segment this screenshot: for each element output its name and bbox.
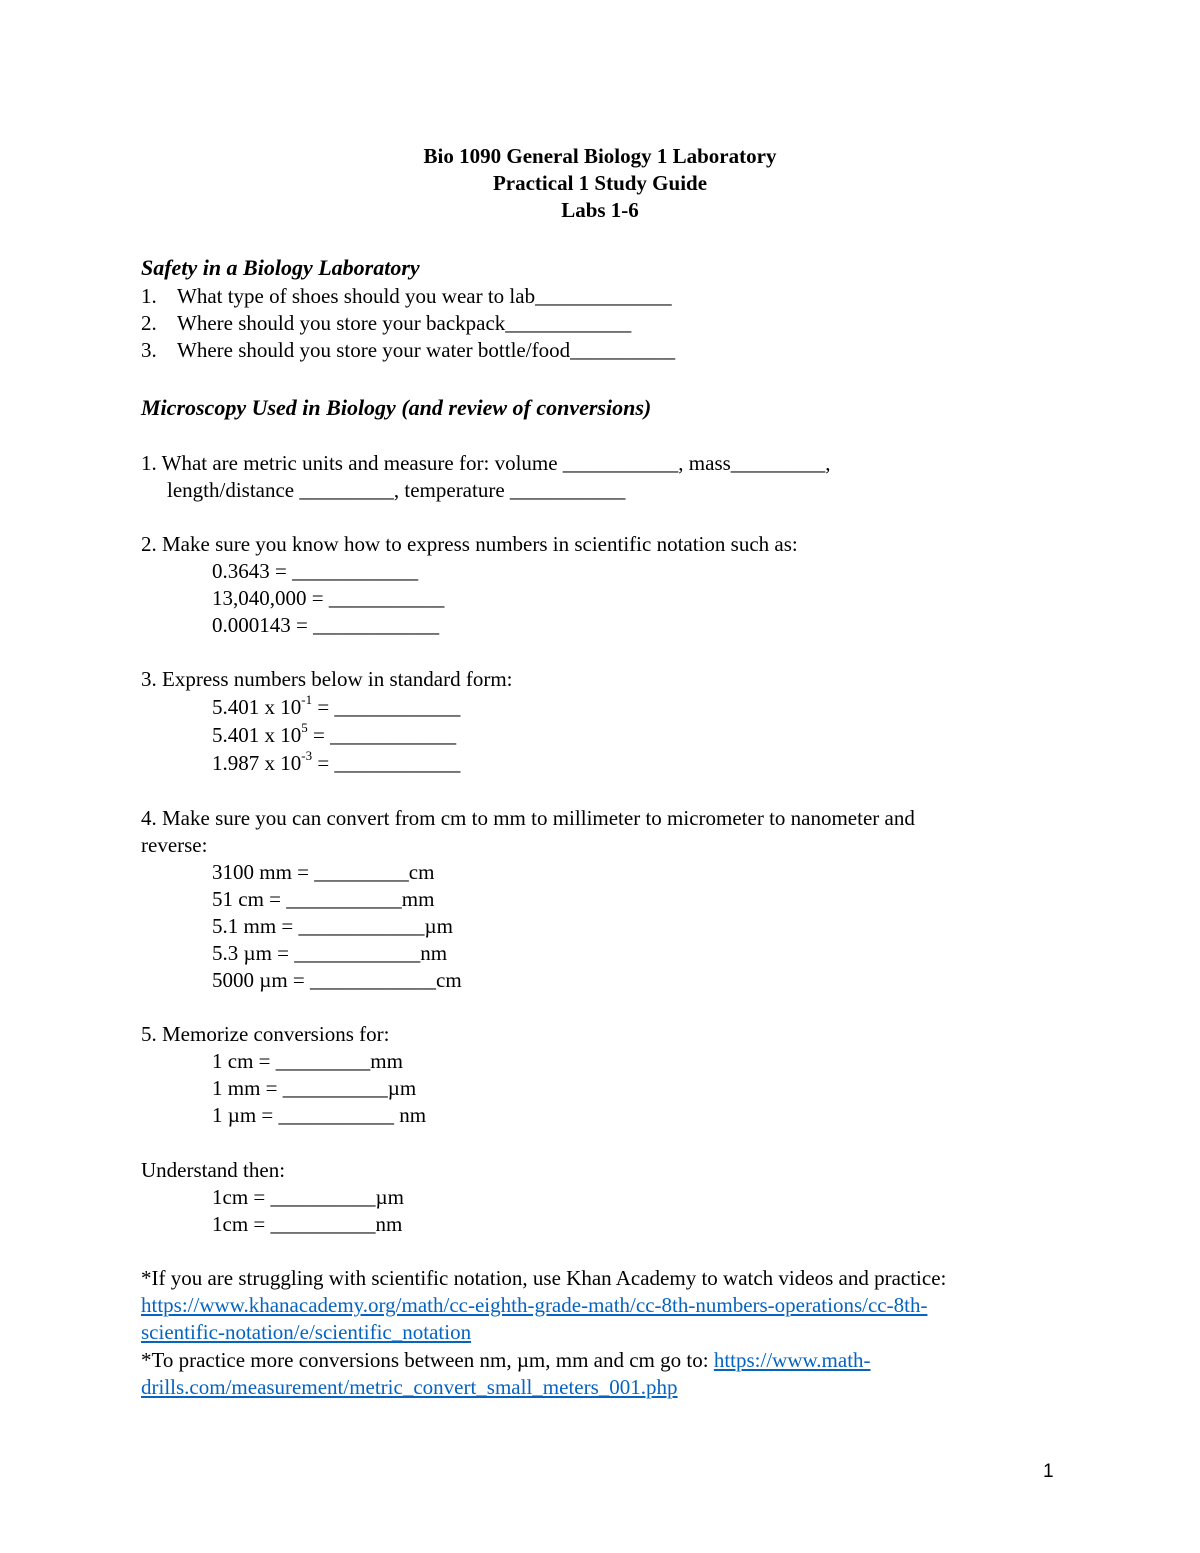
list-number: 1. (141, 284, 157, 308)
math-drills-note-text: *To practice more conversions between nm, µm, mm and cm go to: (141, 1348, 714, 1372)
q5-item-1: 1 cm = _________mm (212, 1049, 403, 1073)
q4-item-2: 51 cm = ___________mm (212, 887, 435, 911)
list-item-text: Where should you store your water bottle/food__________ (177, 338, 676, 362)
khan-academy-link-line-2[interactable]: scientific-notation/e/scientific_notation (141, 1320, 472, 1344)
khan-note-text: *If you are struggling with scientific notation, use Khan Academy to watch videos and practice: (141, 1266, 947, 1290)
understand-intro: Understand then: (141, 1158, 286, 1182)
doc-title-line-1: Bio 1090 General Biology 1 Laboratory (423, 144, 777, 168)
q3-exponent: 5 (301, 720, 308, 735)
math-drills-note (141, 1347, 871, 1374)
q5-item-3: 1 µm = ___________ nm (212, 1103, 427, 1127)
q4-item-1: 3100 mm = _________cm (212, 860, 435, 884)
q3-base: 5.401 x 10 (212, 723, 302, 747)
safety-item-2 (141, 310, 632, 337)
q3-item-3 (212, 750, 460, 777)
doc-title-line-3: Labs 1-6 (561, 198, 639, 222)
q3-item-1 (212, 694, 460, 721)
q3-blank: = ____________ (307, 723, 457, 747)
khan-academy-link-line-1[interactable]: https://www.khanacademy.org/math/cc-eighth-grade-math/cc-8th-numbers-operations/cc-8th- (141, 1293, 928, 1317)
question-5-intro: 5. Memorize conversions for: (141, 1022, 390, 1046)
list-item-text: Where should you store your backpack____________ (177, 311, 632, 335)
doc-title-line-2: Practical 1 Study Guide (492, 171, 708, 195)
question-1-line-1: 1. What are metric units and measure for: volume ___________, mass_________, (141, 451, 831, 475)
q3-blank: = ____________ (312, 751, 461, 775)
q3-item-2 (212, 722, 456, 749)
list-number: 2. (141, 311, 157, 335)
q2-item-2: 13,040,000 = ___________ (212, 586, 445, 610)
q4-item-3: 5.1 mm = ____________µm (212, 914, 453, 938)
q3-exponent: -3 (301, 748, 313, 763)
question-4-line-1: 4. Make sure you can convert from cm to mm to millimeter to micrometer to nanometer and (141, 806, 915, 830)
safety-item-1 (141, 283, 672, 310)
understand-item-1: 1cm = __________µm (212, 1185, 404, 1209)
math-drills-link-line-2[interactable]: drills.com/measurement/metric_convert_small_meters_001.php (141, 1375, 678, 1399)
safety-item-3 (141, 337, 676, 364)
q5-item-2: 1 mm = __________µm (212, 1076, 417, 1100)
q2-item-1: 0.3643 = ____________ (212, 559, 419, 583)
q3-base: 5.401 x 10 (212, 695, 302, 719)
q2-item-3: 0.000143 = ____________ (212, 613, 440, 637)
q3-blank: = ____________ (312, 695, 461, 719)
microscopy-heading: Microscopy Used in Biology (and review of conversions) (141, 395, 652, 420)
list-item-text: What type of shoes should you wear to lab_____________ (177, 284, 672, 308)
page-number: 1 (1043, 1461, 1054, 1482)
math-drills-link-line-1[interactable]: https://www.math- (713, 1348, 871, 1372)
question-2-intro: 2. Make sure you know how to express numbers in scientific notation such as: (141, 532, 798, 556)
question-1-line-2: length/distance _________, temperature ___________ (167, 478, 626, 502)
q4-item-4: 5.3 µm = ____________nm (212, 941, 448, 965)
question-3-intro: 3. Express numbers below in standard form: (141, 667, 513, 691)
q3-exponent: -1 (301, 692, 313, 707)
safety-heading: Safety in a Biology Laboratory (141, 255, 420, 280)
q3-base: 1.987 x 10 (212, 751, 302, 775)
understand-item-2: 1cm = __________nm (212, 1212, 403, 1236)
question-4-line-2: reverse: (141, 833, 208, 857)
q4-item-5: 5000 µm = ____________cm (212, 968, 462, 992)
list-number: 3. (141, 338, 157, 362)
